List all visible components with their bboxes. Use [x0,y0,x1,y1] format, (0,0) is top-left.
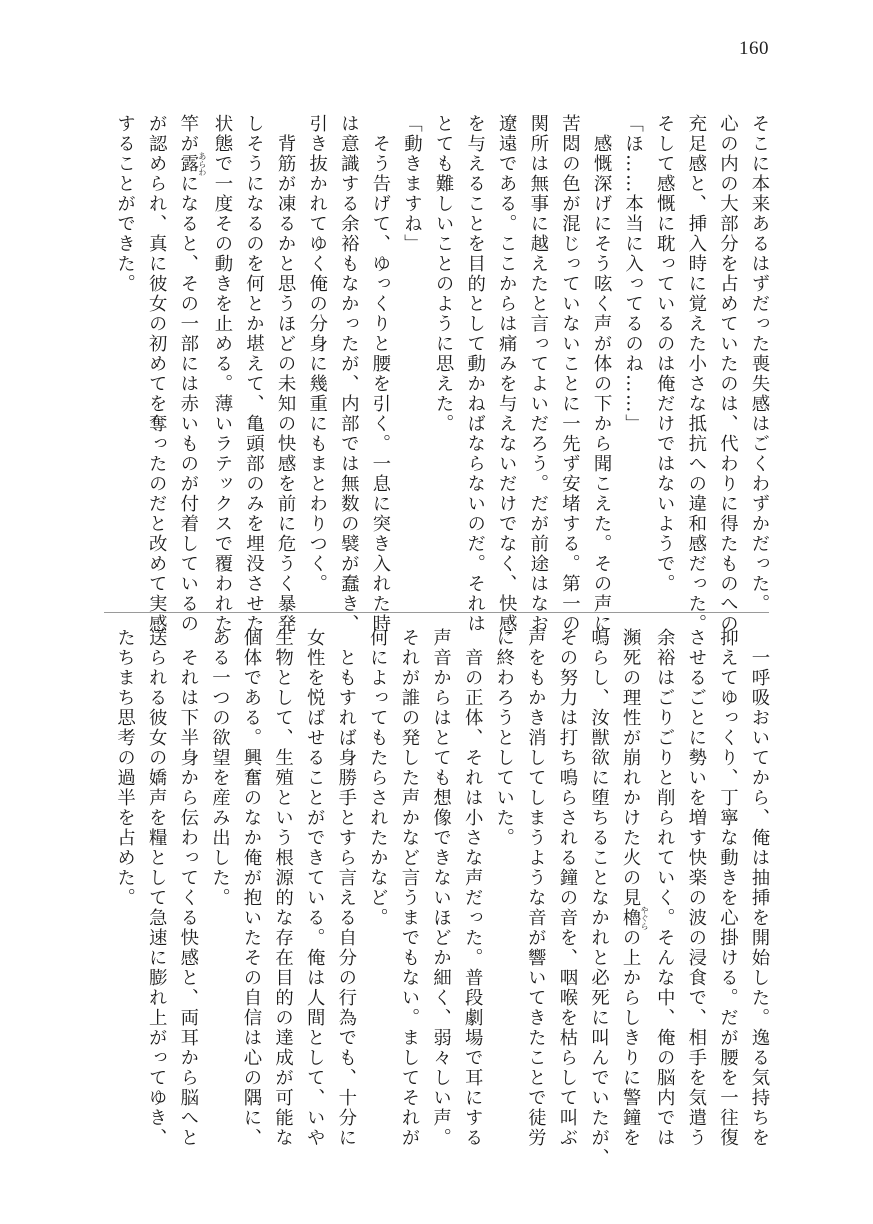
text-line: それが誰の発した声かなど言うまでもない。ましてそれが [398,628,420,1148]
ruby-line-before: 瀕死の理性が崩れかけた火の見 [620,628,642,908]
text-line: たちまち思考の過半を占めた。 [114,628,136,908]
text-line: ともすれば身勝手とすら言える自分の行為でも、十分に [335,628,357,1148]
text-line: その努力は打ち鳴らされる鐘の音を、咽喉を枯らして叫ぶ [556,628,578,1148]
text-line-with-ruby [615,628,650,1148]
text-line: 声音からはとても想像できないほどか細く、弱々しい声。 [430,628,452,1148]
text-line: 関所は無事に越えたと言ってよいだろう。だが前途はなお [527,114,549,634]
text-line: させるごとに勢いを増す快楽の波の浸食で、相手を気遣う [685,628,707,1148]
text-block-top [109,114,775,634]
text-line: そう告げて、ゆっくりと腰を引く。一息に突き入れた時 [369,114,391,634]
text-line: とても難しいことのように思えた。 [433,114,455,434]
text-line: 声をもかき消してしまうような音が響いてきたことで徒労 [525,628,547,1148]
text-line: 送られる彼女の嬌声を糧として急速に膨れ上がってゆき、 [146,628,168,1148]
text-line: 状態で一度その動きを止める。薄いラテックスで覆われた [211,114,233,634]
text-line: 充足感と、挿入時に覚えた小さな抵抗への違和感だった。 [685,114,707,634]
section-divider [104,612,769,613]
text-line: に終わろうとしていた。 [493,628,515,848]
text-line: そして感慨に耽っているのは俺だけではないようで。 [654,114,676,594]
page-number: 160 [739,38,769,59]
text-line: そこに本来あるはずだった喪失感はごくわずかだった。 [749,114,770,614]
text-line: 感慨深げにそう呟く声が体の下から聞こえた。その声に [591,114,613,634]
text-line: 引き抜かれてゆく俺の分身に幾重にもまとわりつく。 [306,114,328,594]
text-line: 生物として、生殖という根源的な存在目的の達成が可能な [272,628,294,1148]
ruby-line-after: の上からしきりに警鐘を [620,928,642,1148]
text-line: を与えることを目的として動かねばならないのだ。それは [464,114,486,634]
text-line: 「ほ……本当に入ってるのね……」 [622,114,644,434]
ruby-reading: あらわ [197,152,207,176]
ruby-reading: やぐら [640,906,650,930]
text-line: 余裕はごりごりと削られていく。そんな中、俺の脳内では [654,628,676,1148]
text-line: それは下半身から伝わってくる快感と、両耳から脳へと [177,628,199,1148]
ruby-base: 櫓 [620,906,642,930]
text-line: 抑えてゆっくり、丁寧な動きを心掛ける。だが腰を一往復 [717,628,739,1148]
text-line: 遼遠である。ここからは痛みを与えないだけでなく、快感 [496,114,518,634]
text-line: 背筋が凍るかと思うほどの未知の快感を前に危うく暴発 [275,114,297,634]
text-line: することができた。 [114,114,136,294]
text-line: 「動きますね」 [401,114,423,254]
text-line: 一呼吸おいてから、俺は抽挿を開始した。逸る気持ちを [749,628,770,1148]
text-line: しそうになるのを何とか堪えて、亀頭部のみを埋没させた [243,114,265,634]
text-line: が認められ、真に彼女の初めてを奪ったのだと改めて実感 [146,114,168,634]
text-line: ある一つの欲望を産み出した。 [209,628,231,908]
text-line: は意識する余裕もなかったが、内部では無数の襞が蠢き、 [338,114,360,634]
ruby-line-after: になると、その一部には赤いものが付着しているの [177,174,199,634]
ruby-annotation [620,906,650,930]
text-line: 女性を悦ばせることができている。俺は人間として、いや [304,628,326,1148]
ruby-annotation [177,152,207,176]
text-block-bottom [109,628,775,1168]
text-line: 苦悶の色が混じっていないことに一先ず安堵する。第一の [559,114,581,634]
ruby-line-before: 竿が [177,114,199,154]
text-line: 個体である。興奮のなか俺が抱いたその自信は心の隅に、 [241,628,262,1148]
text-line: 心の内の大部分を占めていたのは、代わりに得たものへの [717,114,739,634]
text-line: 鳴らし、汝獣欲に堕ちることなかれと必死に叫んでいたが、 [588,628,610,1168]
text-line-with-ruby [172,114,207,634]
ruby-base: 露 [177,152,199,176]
text-line: 何によってもたらされたかなど。 [367,628,389,928]
text-line: 音の正体、それは小さな声だった。普段劇場で耳にする [462,628,484,1148]
